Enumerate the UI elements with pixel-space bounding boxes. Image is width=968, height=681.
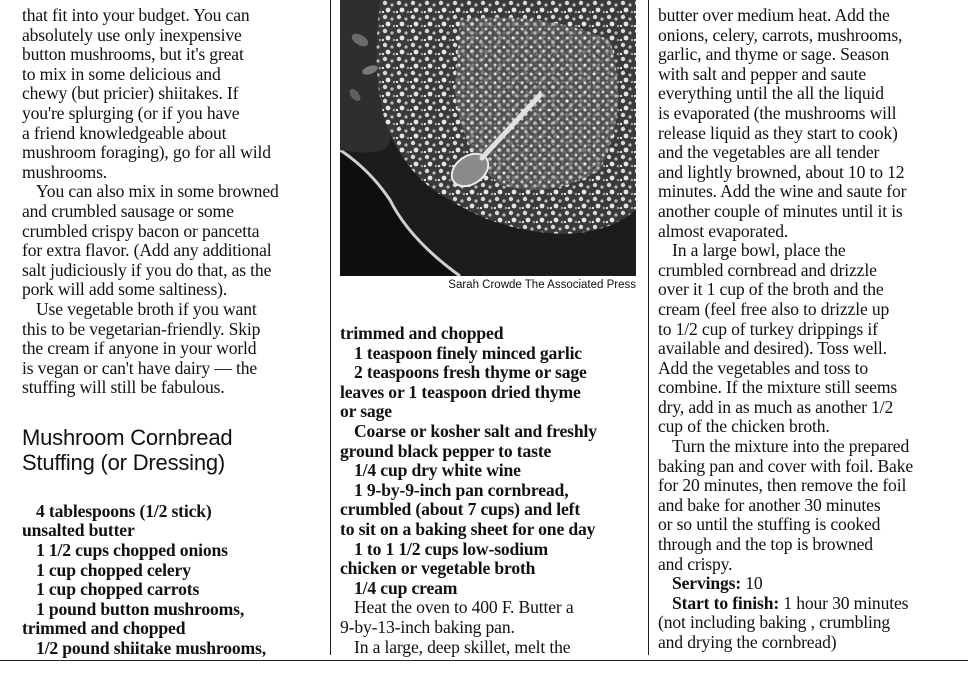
paragraph-3 (22, 300, 322, 398)
text-line: is evaporated (the mushrooms will (658, 102, 897, 123)
recipe-title-line-2: Stuffing (or Dressing) (22, 449, 226, 475)
text-line: absolutely use only inexpensive (22, 24, 242, 45)
text-line: stuffing will still be fabulous. (22, 377, 225, 398)
text-line: with salt and pepper and saute (658, 63, 867, 84)
ingredient-line: crumbled (about 7 cups) and left (340, 499, 581, 520)
text-line: is vegan or can't have dairy — the (22, 357, 258, 378)
text-line: garlic, and thyme or sage. Season (658, 44, 890, 65)
ingredient-line: 1 9-by-9-inch pan cornbread, (354, 479, 569, 500)
text-line: everything until the all the liquid (658, 83, 884, 104)
ingredient-line: ground black pepper to taste (340, 440, 552, 461)
text-line: this to be vegetarian-friendly. Skip (22, 318, 261, 339)
text-line: (not including baking , crumbling (658, 612, 891, 633)
ingredient-line: or sage (340, 401, 392, 422)
text-line: another couple of minutes until it is (658, 200, 903, 221)
ingredient-line: 1/4 cup dry white wine (354, 460, 521, 481)
text-line: and crispy. (658, 553, 733, 574)
text-line: mushrooms. (22, 161, 108, 182)
text-line: button mushrooms, but it's great (22, 44, 244, 65)
ingredient-line: 1 teaspoon finely minced garlic (354, 342, 582, 363)
text-line: chewy (but pricier) shiitakes. If (22, 83, 239, 104)
text-line: and lightly browned, about 10 to 12 (658, 161, 905, 182)
text-line: onions, celery, carrots, mushrooms, (658, 24, 903, 45)
text-line: mushroom foraging), go for all wild (22, 142, 271, 163)
text-line: salt judiciously if you do that, as the (22, 259, 272, 280)
ingredient-line: Coarse or kosher salt and freshly (354, 420, 597, 441)
text-line: and bake for another 30 minutes (658, 494, 881, 515)
ingredient-line: 1 pound button mushrooms, (36, 598, 245, 619)
text-column-2 (340, 324, 640, 657)
text-line: Add the vegetables and toss to (658, 357, 869, 378)
recipe-title-line-1: Mushroom Cornbread (22, 424, 233, 450)
text-line: Turn the mixture into the prepared (672, 436, 910, 457)
text-line: minutes. Add the wine and saute for (658, 181, 907, 202)
text-line: In a large, deep skillet, melt the (354, 636, 571, 657)
recipe-heading (22, 425, 322, 475)
text-line: combine. If the mixture still seems (658, 377, 898, 398)
page-bottom-rule (0, 660, 968, 661)
ingredient-line: leaves or 1 teaspoon dried thyme (340, 381, 581, 402)
text-line: dry, add in as much as another 1/2 (658, 396, 894, 417)
text-column-3 (658, 6, 958, 653)
time-value: 1 hour 30 minutes (779, 592, 909, 613)
text-line: for 20 minutes, then remove the foil (658, 475, 907, 496)
ingredient-line: 1/4 cup cream (354, 577, 458, 598)
text-line: for extra flavor. (Add any additional (22, 240, 272, 261)
ingredient-line: chicken or vegetable broth (340, 558, 536, 579)
text-line: to mix in some delicious and (22, 63, 221, 84)
text-line: Heat the oven to 400 F. Butter a (354, 597, 574, 618)
ingredient-line: trimmed and chopped (22, 618, 186, 639)
ingredient-list (22, 502, 322, 659)
ingredient-line: 1 1/2 cups chopped onions (36, 540, 228, 561)
ingredient-line: trimmed and chopped (340, 323, 504, 343)
text-line: that fit into your budget. You can (22, 5, 250, 25)
text-line: crumbled cornbread and drizzle (658, 259, 877, 280)
text-line: pork will add some saltiness). (22, 279, 228, 300)
stuffing-photo (340, 0, 636, 276)
text-line: baking pan and cover with foil. Bake (658, 455, 914, 476)
text-line: You can also mix in some browned (36, 181, 279, 202)
column-divider-left (330, 0, 331, 655)
text-line: available and desired). Toss well. (658, 338, 887, 359)
text-line: almost evaporated. (658, 220, 789, 241)
text-line: cream (feel free also to drizzle up (658, 298, 890, 319)
text-line: Use vegetable broth if you want (36, 298, 257, 319)
text-column-1 (22, 6, 322, 659)
time-label: Start to finish: (672, 592, 780, 613)
text-line: through and the top is browned (658, 534, 873, 555)
ingredient-line: 4 tablespoons (1/2 stick) (36, 500, 212, 521)
text-line: or so until the stuffing is cooked (658, 514, 881, 535)
text-line: to 1/2 cup of turkey drippings if (658, 318, 878, 339)
ingredient-line: 1 cup chopped celery (36, 559, 191, 580)
text-line: over it 1 cup of the broth and the (658, 279, 884, 300)
paragraph-1 (22, 6, 322, 182)
text-line: butter over medium heat. Add the (658, 5, 890, 25)
text-line: and drying the cornbread) (658, 632, 837, 652)
servings-value: 10 (741, 573, 763, 594)
text-line: release liquid as they start to cook) (658, 122, 898, 143)
servings-line (658, 574, 958, 594)
text-line: a friend knowledgeable about (22, 122, 227, 143)
photo-credit: Sarah Crowde The Associated Press (448, 279, 636, 291)
ingredient-line: unsalted butter (22, 520, 135, 541)
column-divider-right (648, 0, 649, 655)
text-line: and the vegetables are all tender (658, 142, 880, 163)
spacer (22, 475, 322, 502)
text-line: cup of the chicken broth. (658, 416, 830, 437)
ingredient-line: 1 cup chopped carrots (36, 579, 200, 600)
ingredient-line: 1/2 pound shiitake mushrooms, (36, 638, 266, 659)
spacer (22, 398, 322, 425)
text-line: you're splurging (or if you have (22, 102, 240, 123)
ingredient-line: to sit on a baking sheet for one day (340, 518, 596, 539)
stuffing-photo-image (340, 0, 636, 276)
servings-label: Servings: (672, 573, 742, 594)
text-line: the cream if anyone in your world (22, 338, 257, 359)
ingredient-line: 1 to 1 1/2 cups low-sodium (354, 538, 549, 559)
paragraph-2 (22, 182, 322, 300)
time-line (658, 594, 958, 614)
text-line: crumbled crispy bacon or pancetta (22, 220, 260, 241)
text-line: 9-by-13-inch baking pan. (340, 616, 515, 637)
ingredient-line: 2 teaspoons fresh thyme or sage (354, 362, 587, 383)
text-line: and crumbled sausage or some (22, 200, 234, 221)
text-line: In a large bowl, place the (672, 240, 846, 261)
